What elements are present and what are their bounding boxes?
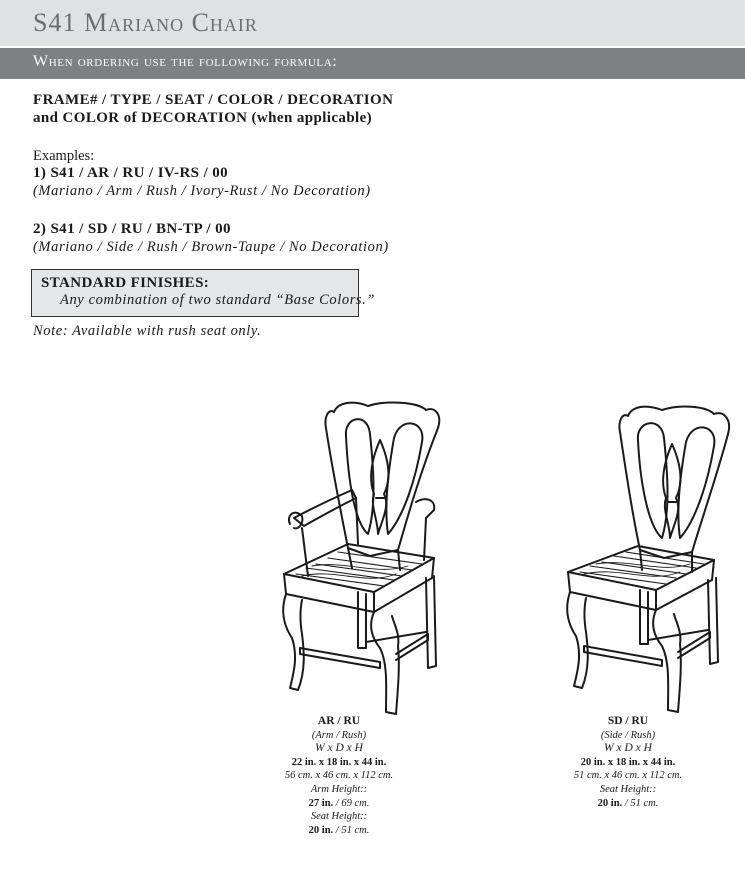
- side-chair-seat-height-cm: / 51 cm.: [622, 797, 659, 809]
- side-chair-type: (Side / Rush): [600, 729, 656, 741]
- arm-chair-dims-cm: 56 cm. x 46 cm. x 112 cm.: [284, 770, 394, 782]
- arm-chair-drawing-icon: [276, 398, 451, 720]
- arm-chair-code: AR / RU: [317, 715, 361, 727]
- arm-height-cm: / 69 cm.: [333, 797, 370, 809]
- side-chair-code: SD / RU: [607, 715, 649, 727]
- arm-height-value: [309, 798, 370, 809]
- arm-chair-dims-label: W x D x H: [315, 742, 363, 755]
- side-chair-seat-height-value: [598, 798, 659, 809]
- standard-finishes-box: [31, 269, 376, 317]
- title-bar: [0, 0, 745, 46]
- arm-height-label: Arm Height::: [310, 783, 368, 795]
- page-title: S41 Mariano Chair: [33, 8, 258, 37]
- example-2-description: (Mariano / Side / Rush / Brown-Taupe / No Decoration): [33, 239, 389, 255]
- standard-finishes-text: Any combination of two standard “Base Colors.”: [60, 292, 376, 308]
- arm-chair-seat-height-in: 20 in.: [308, 824, 334, 836]
- side-chair-seat-height-in: 20 in.: [597, 797, 623, 809]
- formula-banner-text: When ordering use the following formula:: [33, 53, 338, 70]
- arm-chair-specs: [239, 715, 439, 837]
- formula-line-2: and COLOR of DECORATION (when applicable): [33, 110, 373, 126]
- arm-chair-seat-height-cm: / 51 cm.: [333, 824, 370, 836]
- side-chair-seat-height-label: Seat Height::: [599, 783, 657, 795]
- example-1-description: (Mariano / Arm / Rush / Ivory-Rust / No Decoration): [33, 183, 371, 199]
- arm-chair-seat-height-label: Seat Height::: [310, 811, 368, 823]
- formula-banner: [0, 48, 745, 79]
- standard-finishes-heading: STANDARD FINISHES:: [41, 275, 210, 291]
- side-chair-specs: [528, 715, 728, 810]
- side-chair-dims-in: 20 in. x 18 in. x 44 in.: [580, 756, 676, 768]
- arm-chair-dims-in: 22 in. x 18 in. x 44 in.: [291, 756, 387, 768]
- example-1-code: 1) S41 / AR / RU / IV-RS / 00: [33, 165, 229, 181]
- availability-note: Note: Available with rush seat only.: [33, 323, 262, 339]
- side-chair-drawing-icon: [562, 404, 732, 722]
- formula-line-1: FRAME# / TYPE / SEAT / COLOR / DECORATION: [33, 92, 394, 108]
- side-chair-dims-label: W x D x H: [604, 742, 652, 755]
- example-2-code: 2) S41 / SD / RU / BN-TP / 00: [33, 221, 231, 237]
- side-chair-dims-cm: 51 cm. x 46 cm. x 112 cm.: [573, 770, 683, 782]
- examples-heading: Examples:: [33, 148, 95, 164]
- arm-chair-type: (Arm / Rush): [311, 729, 367, 741]
- arm-chair-seat-height-value: [309, 825, 370, 836]
- arm-height-in: 27 in.: [308, 797, 334, 809]
